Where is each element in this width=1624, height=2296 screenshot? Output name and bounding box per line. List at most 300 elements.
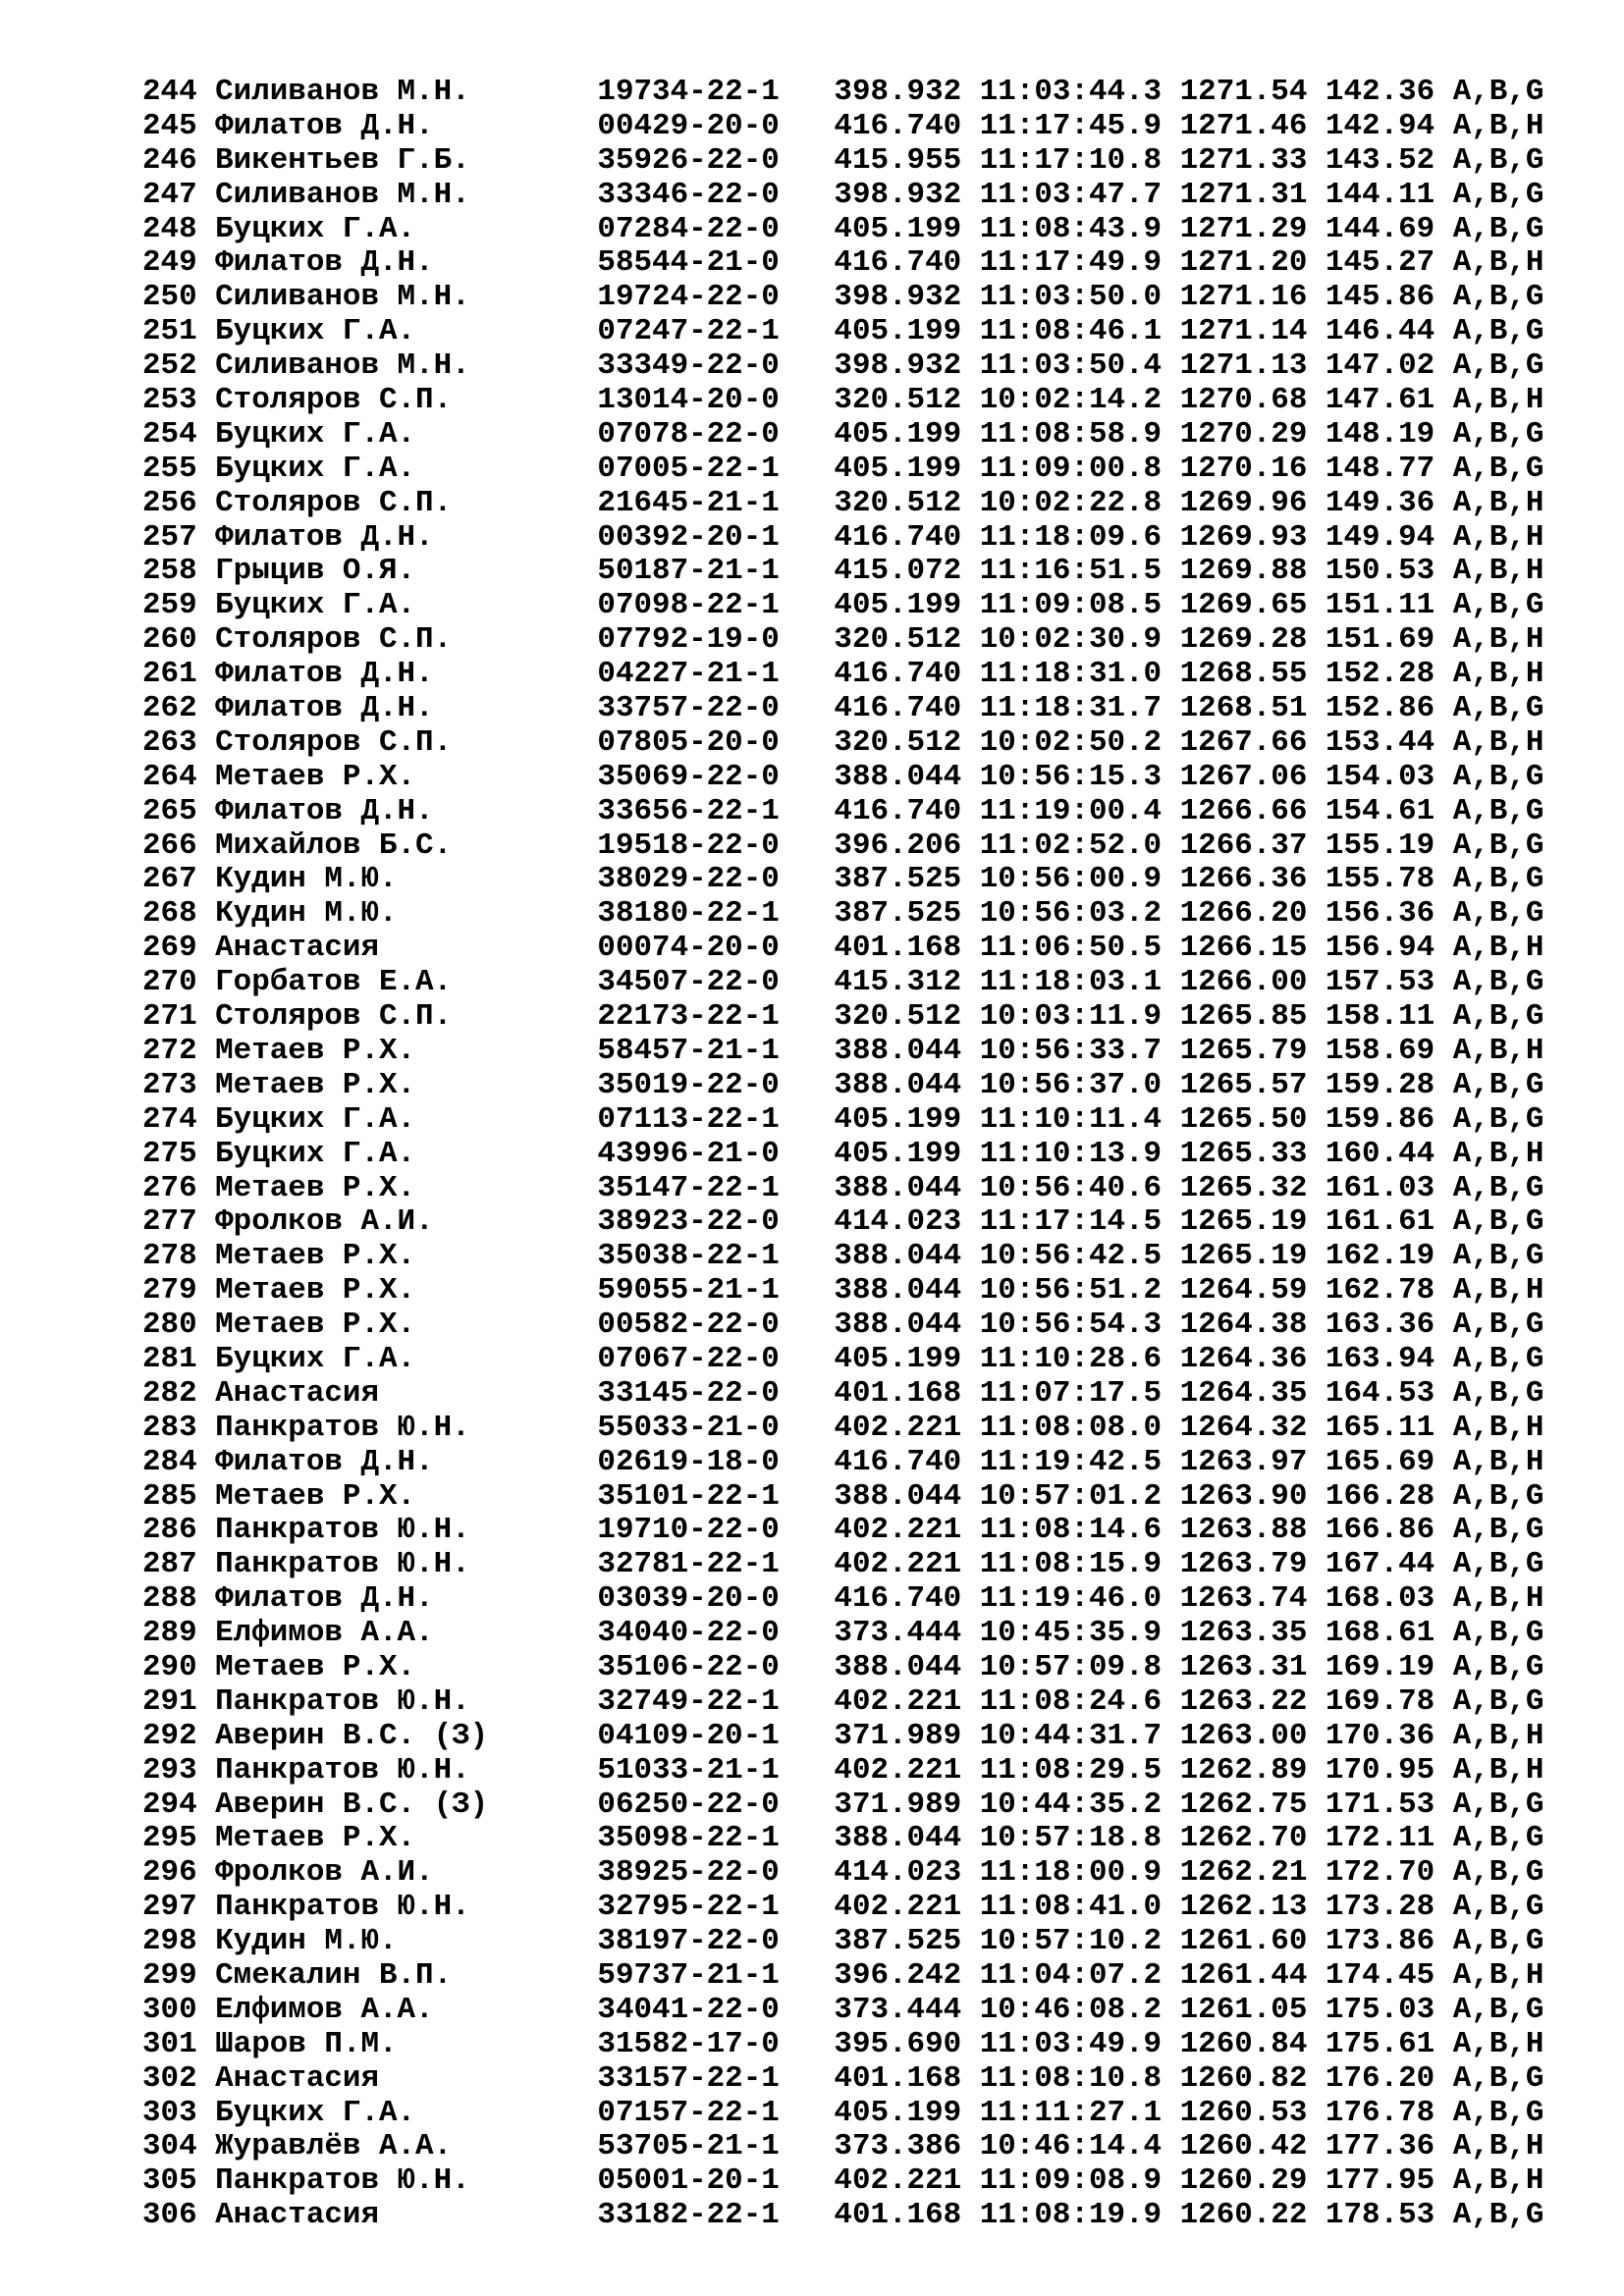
fancier-name: Буцких Г.А. [215, 211, 416, 246]
groups-value: A,B,G [1452, 1616, 1544, 1651]
distance-value: 373.444 [834, 1616, 962, 1651]
distance-value: 320.512 [834, 724, 962, 760]
result-row [142, 246, 1596, 281]
speed-value: 1271.14 [1179, 314, 1308, 349]
result-row [142, 76, 1596, 110]
fancier-name: Метаев Р.Х. [215, 1308, 416, 1343]
arrival-time: 10:02:30.9 [979, 622, 1163, 658]
ring-number: 38180-22-1 [597, 896, 780, 932]
groups-value: A,B,G [1452, 75, 1544, 109]
points-value: 154.61 [1325, 793, 1435, 828]
place-number: 286 [142, 1513, 197, 1548]
points-value: 170.95 [1325, 1752, 1435, 1788]
groups-value: A,B,G [1452, 416, 1544, 452]
speed-value: 1263.00 [1179, 1718, 1308, 1753]
fancier-name: Столяров С.П. [215, 383, 453, 418]
place-number: 250 [142, 280, 197, 315]
place-number: 251 [142, 314, 197, 349]
points-value: 144.11 [1325, 177, 1435, 212]
groups-value: A,B,G [1452, 1341, 1544, 1376]
speed-value: 1261.44 [1179, 1957, 1308, 1993]
result-row [142, 863, 1596, 897]
speed-value: 1271.54 [1179, 75, 1308, 109]
distance-value: 395.690 [834, 2026, 962, 2061]
distance-value: 388.044 [834, 1033, 962, 1068]
arrival-time: 10:02:14.2 [979, 383, 1163, 418]
speed-value: 1262.70 [1179, 1821, 1308, 1856]
fancier-name: Буцких Г.А. [215, 1101, 416, 1137]
fancier-name: Грыцив О.Я. [215, 554, 416, 589]
points-value: 176.20 [1325, 2060, 1435, 2096]
distance-value: 373.444 [834, 1992, 962, 2027]
ring-number: 34040-22-0 [597, 1616, 780, 1651]
points-value: 159.86 [1325, 1101, 1435, 1137]
speed-value: 1271.13 [1179, 348, 1308, 384]
fancier-name: Кудин М.Ю. [215, 862, 398, 897]
fancier-name: Панкратов Ю.Н. [215, 1752, 470, 1788]
result-row [142, 1720, 1596, 1754]
ring-number: 21645-21-1 [597, 485, 780, 520]
groups-value: A,B,H [1452, 622, 1544, 658]
fancier-name: Шаров П.М. [215, 2026, 398, 2061]
points-value: 159.28 [1325, 1067, 1435, 1102]
speed-value: 1270.29 [1179, 416, 1308, 452]
place-number: 263 [142, 724, 197, 760]
groups-value: A,B,G [1452, 691, 1544, 726]
groups-value: A,B,H [1452, 383, 1544, 418]
points-value: 153.44 [1325, 724, 1435, 760]
groups-value: A,B,G [1452, 1513, 1544, 1548]
result-row [142, 966, 1596, 1000]
fancier-name: Журавлёв А.А. [215, 2129, 453, 2164]
ring-number: 33145-22-0 [597, 1375, 780, 1411]
ring-number: 07067-22-0 [597, 1341, 780, 1376]
place-number: 255 [142, 451, 197, 486]
speed-value: 1262.13 [1179, 1890, 1308, 1925]
distance-value: 402.221 [834, 1547, 962, 1582]
points-value: 169.78 [1325, 1683, 1435, 1719]
ring-number: 05001-20-1 [597, 2163, 780, 2199]
fancier-name: Смекалин В.П. [215, 1957, 453, 1993]
fancier-name: Силиванов М.Н. [215, 348, 470, 384]
groups-value: A,B,H [1452, 724, 1544, 760]
ring-number: 43996-21-0 [597, 1136, 780, 1171]
fancier-name: Метаев Р.Х. [215, 759, 416, 794]
distance-value: 405.199 [834, 211, 962, 246]
arrival-time: 10:56:15.3 [979, 759, 1163, 794]
ring-number: 19724-22-0 [597, 280, 780, 315]
fancier-name: Кудин М.Ю. [215, 1924, 398, 1959]
ring-number: 22173-22-1 [597, 999, 780, 1035]
result-row [142, 110, 1596, 144]
groups-value: A,B,H [1452, 2129, 1544, 2164]
arrival-time: 11:08:19.9 [979, 2198, 1163, 2233]
fancier-name: Буцких Г.А. [215, 416, 416, 452]
groups-value: A,B,G [1452, 314, 1544, 349]
distance-value: 414.023 [834, 1855, 962, 1891]
result-row [142, 1069, 1596, 1103]
place-number: 278 [142, 1239, 197, 1274]
ring-number: 35098-22-1 [597, 1821, 780, 1856]
points-value: 154.03 [1325, 759, 1435, 794]
groups-value: A,B,H [1452, 1444, 1544, 1479]
place-number: 246 [142, 142, 197, 178]
groups-value: A,B,G [1452, 142, 1544, 178]
speed-value: 1260.42 [1179, 2129, 1308, 2164]
ring-number: 35106-22-0 [597, 1649, 780, 1684]
ring-number: 38925-22-0 [597, 1855, 780, 1891]
arrival-time: 11:07:17.5 [979, 1375, 1163, 1411]
place-number: 276 [142, 1170, 197, 1205]
result-row [142, 1412, 1596, 1446]
result-row [142, 144, 1596, 179]
speed-value: 1266.66 [1179, 793, 1308, 828]
result-row [142, 795, 1596, 829]
points-value: 177.36 [1325, 2129, 1435, 2164]
arrival-time: 10:56:54.3 [979, 1308, 1163, 1343]
place-number: 267 [142, 862, 197, 897]
groups-value: A,B,G [1452, 896, 1544, 932]
arrival-time: 10:02:50.2 [979, 724, 1163, 760]
points-value: 176.78 [1325, 2095, 1435, 2130]
speed-value: 1265.57 [1179, 1067, 1308, 1102]
arrival-time: 11:03:44.3 [979, 75, 1163, 109]
ring-number: 07157-22-1 [597, 2095, 780, 2130]
result-row [142, 2097, 1596, 2131]
ring-number: 35019-22-0 [597, 1067, 780, 1102]
arrival-time: 11:03:50.4 [979, 348, 1163, 384]
fancier-name: Панкратов Ю.Н. [215, 2163, 470, 2199]
result-row [142, 2199, 1596, 2233]
ring-number: 35101-22-1 [597, 1478, 780, 1514]
groups-value: A,B,H [1452, 1273, 1544, 1308]
distance-value: 416.740 [834, 1581, 962, 1617]
result-row [142, 179, 1596, 213]
place-number: 264 [142, 759, 197, 794]
ring-number: 02619-18-0 [597, 1444, 780, 1479]
points-value: 145.86 [1325, 280, 1435, 315]
arrival-time: 11:02:52.0 [979, 828, 1163, 863]
result-row [142, 2164, 1596, 2199]
distance-value: 396.242 [834, 1957, 962, 1993]
distance-value: 405.199 [834, 588, 962, 623]
place-number: 254 [142, 416, 197, 452]
place-number: 262 [142, 691, 197, 726]
arrival-time: 10:56:33.7 [979, 1033, 1163, 1068]
result-row [142, 1514, 1596, 1548]
place-number: 291 [142, 1683, 197, 1719]
groups-value: A,B,G [1452, 1067, 1544, 1102]
distance-value: 401.168 [834, 2198, 962, 2233]
result-row [142, 726, 1596, 761]
fancier-name: Аверин В.С. (З) [215, 1718, 489, 1753]
points-value: 147.02 [1325, 348, 1435, 384]
result-row [142, 2130, 1596, 2164]
arrival-time: 11:06:50.5 [979, 931, 1163, 966]
ring-number: 19710-22-0 [597, 1513, 780, 1548]
arrival-time: 11:18:31.0 [979, 657, 1163, 692]
points-value: 152.28 [1325, 657, 1435, 692]
place-number: 306 [142, 2198, 197, 2233]
points-value: 151.11 [1325, 588, 1435, 623]
points-value: 145.27 [1325, 245, 1435, 281]
ring-number: 07098-22-1 [597, 588, 780, 623]
ring-number: 32749-22-1 [597, 1683, 780, 1719]
fancier-name: Силиванов М.Н. [215, 75, 470, 109]
speed-value: 1260.22 [1179, 2198, 1308, 2233]
distance-value: 398.932 [834, 280, 962, 315]
points-value: 163.94 [1325, 1341, 1435, 1376]
distance-value: 416.740 [834, 519, 962, 555]
fancier-name: Метаев Р.Х. [215, 1239, 416, 1274]
result-row [142, 281, 1596, 315]
speed-value: 1265.19 [1179, 1239, 1308, 1274]
arrival-time: 11:03:49.9 [979, 2026, 1163, 2061]
points-value: 155.19 [1325, 828, 1435, 863]
ring-number: 19734-22-1 [597, 75, 780, 109]
fancier-name: Панкратов Ю.Н. [215, 1683, 470, 1719]
fancier-name: Столяров С.П. [215, 999, 453, 1035]
distance-value: 320.512 [834, 999, 962, 1035]
ring-number: 35069-22-0 [597, 759, 780, 794]
speed-value: 1263.74 [1179, 1581, 1308, 1617]
points-value: 156.36 [1325, 896, 1435, 932]
speed-value: 1269.93 [1179, 519, 1308, 555]
points-value: 178.53 [1325, 2198, 1435, 2233]
place-number: 274 [142, 1101, 197, 1137]
points-value: 162.78 [1325, 1273, 1435, 1308]
ring-number: 33157-22-1 [597, 2060, 780, 2096]
arrival-time: 11:19:00.4 [979, 793, 1163, 828]
points-value: 156.94 [1325, 931, 1435, 966]
distance-value: 402.221 [834, 1752, 962, 1788]
place-number: 305 [142, 2163, 197, 2199]
fancier-name: Михайлов Б.С. [215, 828, 453, 863]
groups-value: A,B,G [1452, 1821, 1544, 1856]
arrival-time: 11:16:51.5 [979, 554, 1163, 589]
ring-number: 31582-17-0 [597, 2026, 780, 2061]
groups-value: A,B,G [1452, 1239, 1544, 1274]
fancier-name: Метаев Р.Х. [215, 1273, 416, 1308]
place-number: 257 [142, 519, 197, 555]
groups-value: A,B,G [1452, 1204, 1544, 1240]
speed-value: 1264.35 [1179, 1375, 1308, 1411]
fancier-name: Метаев Р.Х. [215, 1170, 416, 1205]
arrival-time: 11:19:46.0 [979, 1581, 1163, 1617]
groups-value: A,B,G [1452, 2198, 1544, 2233]
arrival-time: 11:17:14.5 [979, 1204, 1163, 1240]
arrival-time: 11:17:10.8 [979, 142, 1163, 178]
groups-value: A,B,H [1452, 554, 1544, 589]
speed-value: 1264.32 [1179, 1410, 1308, 1445]
ring-number: 58457-21-1 [597, 1033, 780, 1068]
points-value: 174.45 [1325, 1957, 1435, 1993]
points-value: 165.11 [1325, 1410, 1435, 1445]
arrival-time: 10:46:08.2 [979, 1992, 1163, 2027]
result-row [142, 1925, 1596, 1959]
ring-number: 38923-22-0 [597, 1204, 780, 1240]
place-number: 270 [142, 965, 197, 1000]
distance-value: 416.740 [834, 108, 962, 143]
groups-value: A,B,G [1452, 1308, 1544, 1343]
fancier-name: Елфимов А.А. [215, 1616, 434, 1651]
distance-value: 388.044 [834, 1239, 962, 1274]
arrival-time: 11:08:10.8 [979, 2060, 1163, 2096]
result-row [142, 1035, 1596, 1069]
ring-number: 33757-22-0 [597, 691, 780, 726]
distance-value: 388.044 [834, 1273, 962, 1308]
ring-number: 03039-20-0 [597, 1581, 780, 1617]
place-number: 253 [142, 383, 197, 418]
fancier-name: Филатов Д.Н. [215, 519, 434, 555]
distance-value: 388.044 [834, 1821, 962, 1856]
speed-value: 1263.79 [1179, 1547, 1308, 1582]
result-row [142, 1856, 1596, 1891]
result-row [142, 1617, 1596, 1651]
place-number: 301 [142, 2026, 197, 2061]
ring-number: 55033-21-0 [597, 1410, 780, 1445]
speed-value: 1265.32 [1179, 1170, 1308, 1205]
result-row [142, 1172, 1596, 1206]
arrival-time: 11:18:09.6 [979, 519, 1163, 555]
arrival-time: 11:10:28.6 [979, 1341, 1163, 1376]
points-value: 160.44 [1325, 1136, 1435, 1171]
result-row [142, 349, 1596, 384]
result-row [142, 692, 1596, 726]
place-number: 297 [142, 1890, 197, 1925]
result-row [142, 1754, 1596, 1789]
arrival-time: 10:56:42.5 [979, 1239, 1163, 1274]
result-row [142, 1480, 1596, 1515]
fancier-name: Фролков А.И. [215, 1204, 434, 1240]
points-value: 170.36 [1325, 1718, 1435, 1753]
points-value: 146.44 [1325, 314, 1435, 349]
fancier-name: Анастасия [215, 931, 379, 966]
ring-number: 00074-20-0 [597, 931, 780, 966]
distance-value: 401.168 [834, 1375, 962, 1411]
ring-number: 59737-21-1 [597, 1957, 780, 1993]
ring-number: 33656-22-1 [597, 793, 780, 828]
groups-value: A,B,G [1452, 451, 1544, 486]
arrival-time: 11:19:42.5 [979, 1444, 1163, 1479]
speed-value: 1263.88 [1179, 1513, 1308, 1548]
groups-value: A,B,G [1452, 793, 1544, 828]
place-number: 296 [142, 1855, 197, 1891]
place-number: 258 [142, 554, 197, 589]
place-number: 293 [142, 1752, 197, 1788]
place-number: 302 [142, 2060, 197, 2096]
distance-value: 402.221 [834, 1513, 962, 1548]
arrival-time: 11:09:08.9 [979, 2163, 1163, 2199]
ring-number: 00429-20-0 [597, 108, 780, 143]
arrival-time: 11:18:00.9 [979, 1855, 1163, 1891]
fancier-name: Филатов Д.Н. [215, 691, 434, 726]
groups-value: A,B,G [1452, 1547, 1544, 1582]
points-value: 172.11 [1325, 1821, 1435, 1856]
distance-value: 415.955 [834, 142, 962, 178]
place-number: 281 [142, 1341, 197, 1376]
result-row [142, 1377, 1596, 1412]
arrival-time: 11:08:08.0 [979, 1410, 1163, 1445]
points-value: 175.61 [1325, 2026, 1435, 2061]
distance-value: 320.512 [834, 485, 962, 520]
ring-number: 07113-22-1 [597, 1101, 780, 1137]
arrival-time: 10:56:40.6 [979, 1170, 1163, 1205]
groups-value: A,B,G [1452, 1992, 1544, 2027]
groups-value: A,B,G [1452, 280, 1544, 315]
arrival-time: 11:17:45.9 [979, 108, 1163, 143]
fancier-name: Столяров С.П. [215, 724, 453, 760]
groups-value: A,B,H [1452, 1957, 1544, 1993]
arrival-time: 11:10:11.4 [979, 1101, 1163, 1137]
speed-value: 1264.59 [1179, 1273, 1308, 1308]
place-number: 261 [142, 657, 197, 692]
ring-number: 34041-22-0 [597, 1992, 780, 2027]
distance-value: 387.525 [834, 862, 962, 897]
distance-value: 398.932 [834, 348, 962, 384]
speed-value: 1268.55 [1179, 657, 1308, 692]
speed-value: 1263.31 [1179, 1649, 1308, 1684]
ring-number: 33349-22-0 [597, 348, 780, 384]
distance-value: 416.740 [834, 691, 962, 726]
groups-value: A,B,G [1452, 1787, 1544, 1822]
fancier-name: Викентьев Г.Б. [215, 142, 470, 178]
arrival-time: 11:04:07.2 [979, 1957, 1163, 1993]
speed-value: 1267.66 [1179, 724, 1308, 760]
groups-value: A,B,G [1452, 211, 1544, 246]
place-number: 284 [142, 1444, 197, 1479]
groups-value: A,B,H [1452, 1136, 1544, 1171]
arrival-time: 10:56:00.9 [979, 862, 1163, 897]
distance-value: 405.199 [834, 416, 962, 452]
place-number: 283 [142, 1410, 197, 1445]
distance-value: 388.044 [834, 1170, 962, 1205]
fancier-name: Панкратов Ю.Н. [215, 1890, 470, 1925]
ring-number: 38197-22-0 [597, 1924, 780, 1959]
points-value: 161.61 [1325, 1204, 1435, 1240]
points-value: 149.36 [1325, 485, 1435, 520]
speed-value: 1271.29 [1179, 211, 1308, 246]
arrival-time: 11:03:50.0 [979, 280, 1163, 315]
fancier-name: Буцких Г.А. [215, 588, 416, 623]
place-number: 247 [142, 177, 197, 212]
arrival-time: 10:57:01.2 [979, 1478, 1163, 1514]
place-number: 249 [142, 245, 197, 281]
speed-value: 1260.53 [1179, 2095, 1308, 2130]
result-row [142, 658, 1596, 692]
distance-value: 414.023 [834, 1204, 962, 1240]
points-value: 142.36 [1325, 75, 1435, 109]
result-row [142, 1274, 1596, 1308]
speed-value: 1263.97 [1179, 1444, 1308, 1479]
speed-value: 1260.84 [1179, 2026, 1308, 2061]
result-row [142, 487, 1596, 521]
speed-value: 1261.05 [1179, 1992, 1308, 2027]
arrival-time: 10:57:18.8 [979, 1821, 1163, 1856]
groups-value: A,B,H [1452, 1752, 1544, 1788]
groups-value: A,B,G [1452, 2060, 1544, 2096]
result-row [142, 1651, 1596, 1685]
ring-number: 07005-22-1 [597, 451, 780, 486]
ring-number: 07284-22-0 [597, 211, 780, 246]
speed-value: 1265.50 [1179, 1101, 1308, 1137]
ring-number: 07792-19-0 [597, 622, 780, 658]
distance-value: 387.525 [834, 1924, 962, 1959]
ring-number: 00392-20-1 [597, 519, 780, 555]
result-row [142, 1343, 1596, 1377]
place-number: 289 [142, 1616, 197, 1651]
ring-number: 51033-21-1 [597, 1752, 780, 1788]
